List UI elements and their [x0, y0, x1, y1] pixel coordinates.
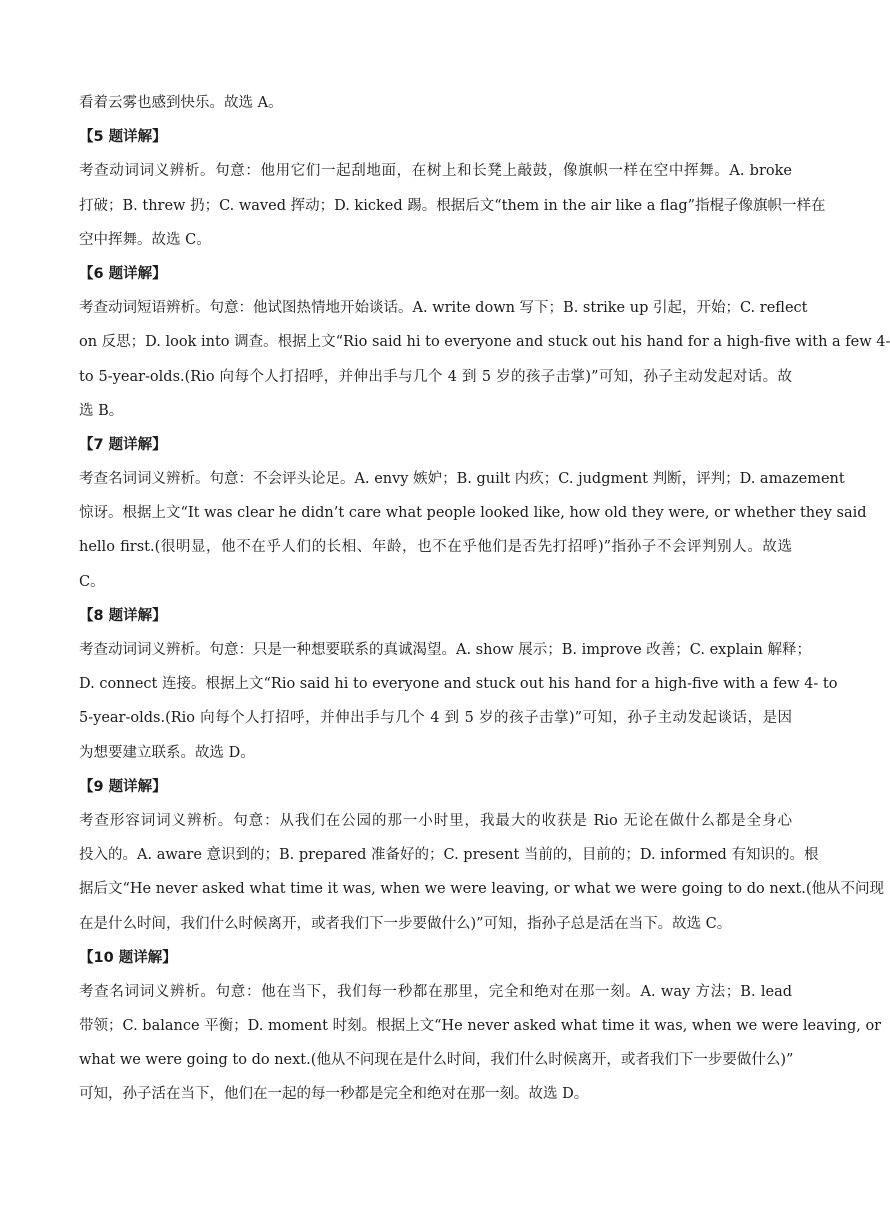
paragraph-line: 考查名词词义辨析。句意：他在当下，我们每一秒都在那里，完全和绝对在那一刻。A. way 方法；B. lead	[79, 983, 792, 1000]
paragraph-line: C。	[79, 573, 105, 590]
section-heading: 【5 题详解】	[79, 129, 167, 146]
paragraph-line: 考查动词短语辨析。句意：他试图热情地开始谈话。A. write down 写下；B. strike up 引起，开始；C. reflect	[79, 300, 808, 317]
paragraph-line: 看着云雾也感到快乐。故选 A。	[79, 95, 283, 111]
section-heading: 【10 题详解】	[79, 949, 177, 966]
paragraph-line: 考查名词词义辨析。句意：不会评头论足。A. envy 嫉妒；B. guilt 内疚；C. judgment 判断，评判；D. amazement	[79, 471, 845, 488]
paragraph-line: 打破；B. threw 扔；C. waved 挥动；D. kicked 踢。根据后文“them in the air like a flag”指棍子像旗帜一样在	[79, 197, 826, 214]
paragraph-line: 考查动词词义辨析。句意：他用它们一起刮地面，在树上和长凳上敲鼓，像旗帜一样在空中挥舞。A. broke	[79, 163, 792, 180]
paragraph-line: 带领；C. balance 平衡；D. moment 时刻。根据上文“He never asked what time it was, when we were leaving, or	[79, 1018, 882, 1035]
section-heading: 【7 题详解】	[79, 436, 167, 453]
paragraph-line: 在是什么时间，我们什么时候离开，或者我们下一步要做什么)”可知，指孙子总是活在当下。故选 C。	[79, 915, 732, 932]
paragraph-line: what we were going to do next.(他从不问现在是什么时间，我们什么时候离开，或者我们下一步要做什么)”	[79, 1052, 794, 1069]
paragraph-line: 据后文“He never asked what time it was, when we were leaving, or what we were going to do next.(他从不问现	[79, 881, 885, 898]
paragraph-line: 可知，孙子活在当下，他们在一起的每一秒都是完全和绝对在那一刻。故选 D。	[79, 1086, 589, 1103]
paragraph-line: 考查动词词义辨析。句意：只是一种想要联系的真诚渴望。A. show 展示；B. improve 改善；C. explain 解释；	[79, 642, 812, 658]
paragraph-line: 考查形容词词义辨析。句意：从我们在公园的那一小时里，我最大的收获是 Rio 无论在做什么都是全身心	[79, 812, 792, 829]
section-heading: 【9 题详解】	[79, 778, 167, 795]
paragraph-line: 为想要建立联系。故选 D。	[79, 744, 255, 761]
section-heading: 【8 题详解】	[79, 607, 167, 624]
paragraph-line: D. connect 连接。根据上文“Rio said hi to everyone and stuck out his hand for a high-five with a few 4- to	[79, 676, 838, 693]
paragraph-line: 惊讶。根据上文“It was clear he didn’t care what people looked like, how old they were, or whether they said	[79, 505, 867, 522]
section-heading: 【6 题详解】	[79, 265, 167, 282]
document-page	[79, 86, 890, 1112]
paragraph-line: to 5-year-olds.(Rio 向每个人打招呼，并伸出手与几个 4 到 5 岁的孩子击掌)”可知，孙子主动发起对话。故	[79, 368, 792, 385]
paragraph-line: 空中挥舞。故选 C。	[79, 231, 211, 248]
paragraph-line: on 反思；D. look into 调查。根据上文“Rio said hi to everyone and stuck out his hand for a high-five with a few 4-	[79, 334, 890, 351]
paragraph-line: hello first.(很明显，他不在乎人们的长相、年龄，也不在乎他们是否先打招呼)”指孙子不会评判别人。故选	[79, 539, 792, 556]
paragraph-line: 选 B。	[79, 402, 124, 419]
paragraph-line: 投入的。A. aware 意识到的；B. prepared 准备好的；C. present 当前的，目前的；D. informed 有知识的。根	[79, 847, 819, 864]
paragraph-line: 5-year-olds.(Rio 向每个人打招呼，并伸出手与几个 4 到 5 岁的孩子击掌)”可知，孙子主动发起谈话，是因	[79, 710, 792, 727]
